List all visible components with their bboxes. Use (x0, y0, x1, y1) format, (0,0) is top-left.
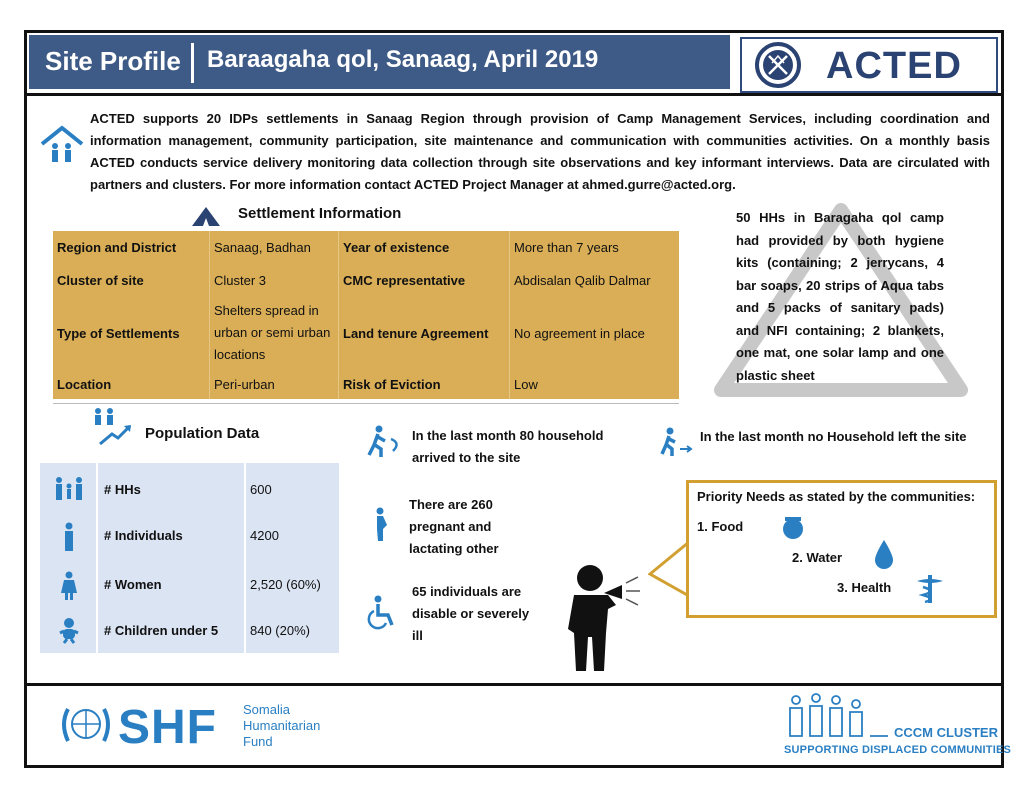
header-divider (191, 43, 194, 83)
table-key: Type of Settlements (57, 325, 180, 341)
population-label: # Children under 5 (104, 623, 219, 638)
population-value: 840 (20%) (250, 623, 310, 638)
table-value: Sanaag, Badhan (210, 231, 339, 264)
population-growth-icon (90, 406, 134, 448)
shf-sub-line: Fund (243, 734, 273, 749)
arrivals-stat: In the last month 80 household arrived to the site (412, 428, 604, 465)
arriving-person-icon (365, 425, 405, 459)
page-subtitle: Baraagaha qol, Sanaag, April 2019 (207, 46, 599, 73)
table-key: CMC representative (339, 264, 510, 297)
settlement-row (53, 264, 679, 297)
settlement-table (53, 231, 679, 399)
pregnant-stat: There are 260 pregnant and lactating other (409, 497, 499, 556)
shf-sub-line: Humanitarian (243, 718, 321, 733)
header-bar (29, 35, 730, 89)
population-label: # Individuals (104, 528, 183, 543)
priority-needs-box (686, 480, 997, 618)
cccm-logo-tagline: SUPPORTING DISPLACED COMMUNITIES (784, 744, 1012, 756)
population-value: 4200 (250, 528, 279, 543)
table-key: Year of existence (339, 231, 510, 264)
tent-icon (190, 204, 222, 228)
family-icon (52, 476, 86, 504)
intro-text: ACTED supports 20 IDPs settlements in Sanaag Region through provision of Camp Management Services, including coordination and information management, community participation, site maintenance and communication with communities activities. On a monthly basis ACTED conducts service delivery monitoring data collection through site observations and key informant interviews. Data are circulated with partners and clusters. For more information contact ACTED Project Manager at ahmed.gurre@acted.org. (90, 111, 990, 192)
baby-icon (52, 617, 86, 647)
population-label: # HHs (104, 482, 141, 497)
health-caduceus-icon (915, 573, 945, 605)
departures-stat: In the last month no Household left the site (700, 429, 967, 444)
divider-bottom (27, 683, 1001, 686)
page-title: Site Profile (45, 46, 181, 76)
settlement-row (53, 231, 679, 264)
settlement-row (53, 369, 679, 399)
megaphone-speaker-icon (560, 563, 656, 673)
divider-top (27, 93, 1001, 96)
population-title: Population Data (145, 425, 260, 442)
population-row (40, 512, 339, 558)
shelter-family-icon (38, 124, 86, 166)
settlement-row (53, 297, 679, 369)
population-row (40, 607, 339, 653)
need-food: 1. Food (697, 519, 744, 534)
table-key: Risk of Eviction (339, 369, 510, 399)
shf-logo-subtitle (243, 702, 320, 750)
food-icon (779, 513, 807, 541)
table-value: Peri-urban (210, 369, 339, 399)
table-key: Region and District (57, 240, 177, 255)
wheelchair-icon (366, 595, 402, 631)
need-water: 2. Water (792, 550, 843, 565)
population-value: 2,520 (60%) (250, 577, 321, 592)
population-row (40, 466, 339, 512)
table-key: Location (57, 376, 112, 392)
table-key: Cluster of site (57, 273, 144, 288)
divider-section (53, 403, 679, 404)
acted-logo-text: ACTED (826, 45, 962, 87)
speech-bubble-pointer (648, 540, 690, 600)
shf-logo-text: SHF (118, 701, 217, 754)
table-value: Low (510, 369, 680, 399)
population-label: # Women (104, 577, 162, 592)
hygiene-kit-note: 50 HHs in Baragaha qol camp had provided by both hygiene kits (containing; 2 jerrycans, 4 bar soaps, 20 strips of Aqua tabs and 5 packs of sanitary pads) and NFI containing; 2 blankets, one mat, one solar lamp and one plastic sheet (736, 210, 944, 383)
table-value: Abdisalan Qalib Dalmar (510, 264, 680, 297)
shf-sub-line: Somalia (243, 702, 290, 717)
table-key: Land tenure Agreement (339, 297, 510, 369)
population-row (40, 561, 339, 607)
population-value: 600 (250, 482, 272, 497)
settlement-title: Settlement Information (238, 205, 402, 222)
table-value: More than 7 years (510, 231, 680, 264)
acted-emblem-icon (752, 41, 804, 89)
acted-logo (740, 37, 998, 93)
cccm-logo-title: CCCM CLUSTER (894, 725, 998, 740)
woman-icon (52, 571, 86, 601)
water-drop-icon (873, 539, 895, 571)
person-icon (52, 522, 86, 552)
need-health: 3. Health (837, 580, 892, 595)
table-value: No agreement in place (510, 297, 680, 369)
departing-person-icon (658, 427, 694, 457)
disability-stat: 65 individuals are disable or severely ill (412, 584, 530, 643)
priority-needs-title: Priority Needs as stated by the communities: (697, 489, 976, 504)
table-value: Shelters spread in urban or semi urban locations (210, 297, 339, 369)
un-emblem-icon (58, 699, 114, 749)
cccm-figures-icon (786, 692, 890, 740)
pregnant-woman-icon (371, 507, 391, 543)
table-value: Cluster 3 (210, 264, 339, 297)
